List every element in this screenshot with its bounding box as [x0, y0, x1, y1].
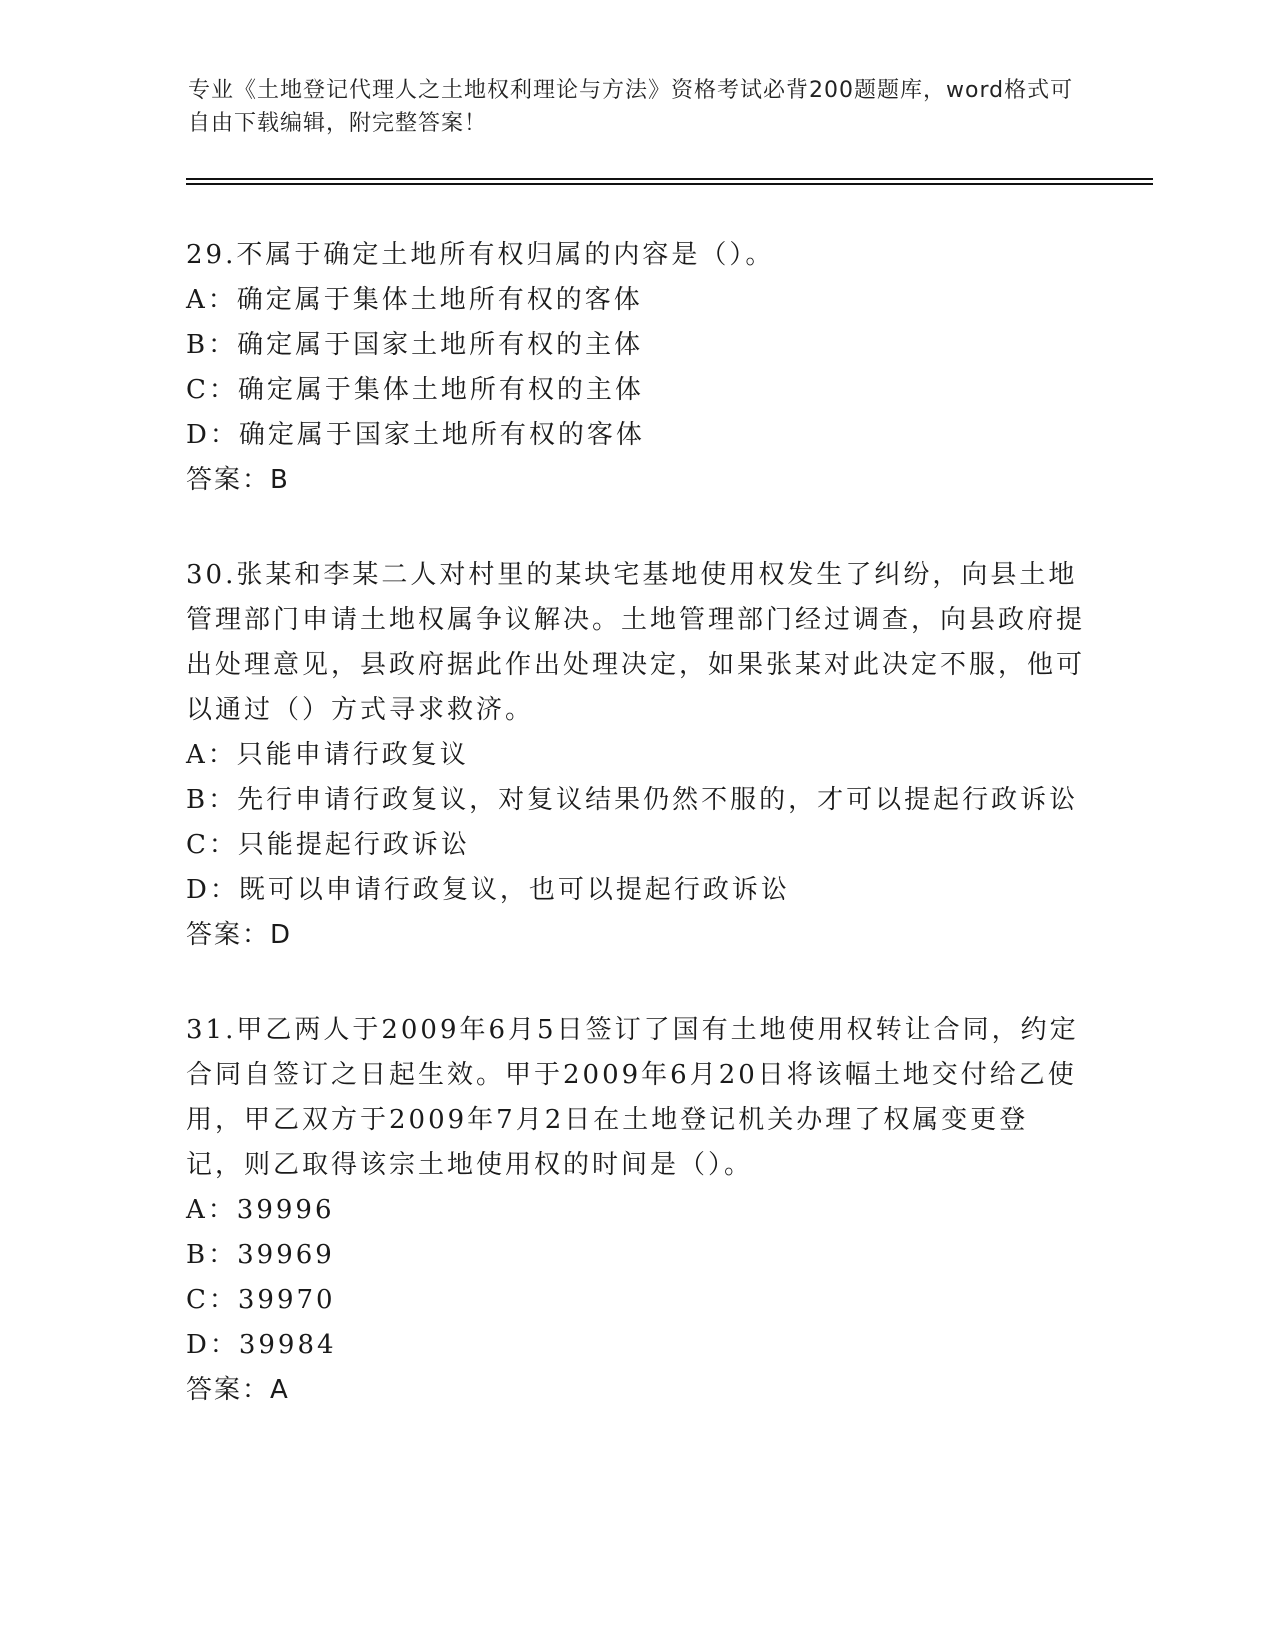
option-a: A：确定属于集体土地所有权的客体 [186, 285, 643, 315]
question-stem: 30.张某和李某二人对村里的某块宅基地使用权发生了纠纷，向县土地管理部门申请土地权属争议解决。土地管理部门经过调查，向县政府提出处理意见，县政府据此作出处理决定，如果张某对此决定不服，他可以通过（）方式寻求救济。 [186, 560, 1086, 725]
option-b: B：确定属于国家土地所有权的主体 [186, 330, 644, 360]
option-c: C：只能提起行政诉讼 [186, 830, 470, 860]
option-a: A：只能申请行政复议 [186, 740, 469, 770]
option-c: C：39970 [186, 1285, 336, 1315]
question-stem: 29.不属于确定土地所有权归属的内容是（）。 [186, 240, 775, 270]
option-d: D：确定属于国家土地所有权的客体 [186, 420, 645, 450]
question-29 [186, 233, 1086, 503]
header-divider-top [186, 178, 1153, 180]
document-header: 专业《土地登记代理人之土地权利理论与方法》资格考试必背200题题库，word格式可自由下载编辑，附完整答案！ [188, 78, 1074, 136]
answer-line: 答案：D [186, 920, 293, 950]
answer-line: 答案：A [186, 1375, 290, 1405]
option-d: D：既可以申请行政复议，也可以提起行政诉讼 [186, 875, 790, 905]
header-divider-bottom [186, 183, 1153, 185]
option-b: B：先行申请行政复议，对复议结果仍然不服的，才可以提起行政诉讼 [186, 785, 1079, 815]
answer-line: 答案：B [186, 465, 290, 495]
option-d: D：39984 [186, 1330, 337, 1360]
question-31 [186, 1008, 1086, 1413]
question-30 [186, 553, 1086, 958]
option-c: C：确定属于集体土地所有权的主体 [186, 375, 644, 405]
option-b: B：39969 [186, 1240, 335, 1270]
question-stem: 31.甲乙两人于2009年6月5日签订了国有土地使用权转让合同，约定合同自签订之日起生效。甲于2009年6月20日将该幅土地交付给乙使用，甲乙双方于2009年7月2日在土地登记机关办理了权属变更登记，则乙取得该宗土地使用权的时间是（）。 [186, 1015, 1079, 1180]
option-a: A：39996 [186, 1195, 335, 1225]
